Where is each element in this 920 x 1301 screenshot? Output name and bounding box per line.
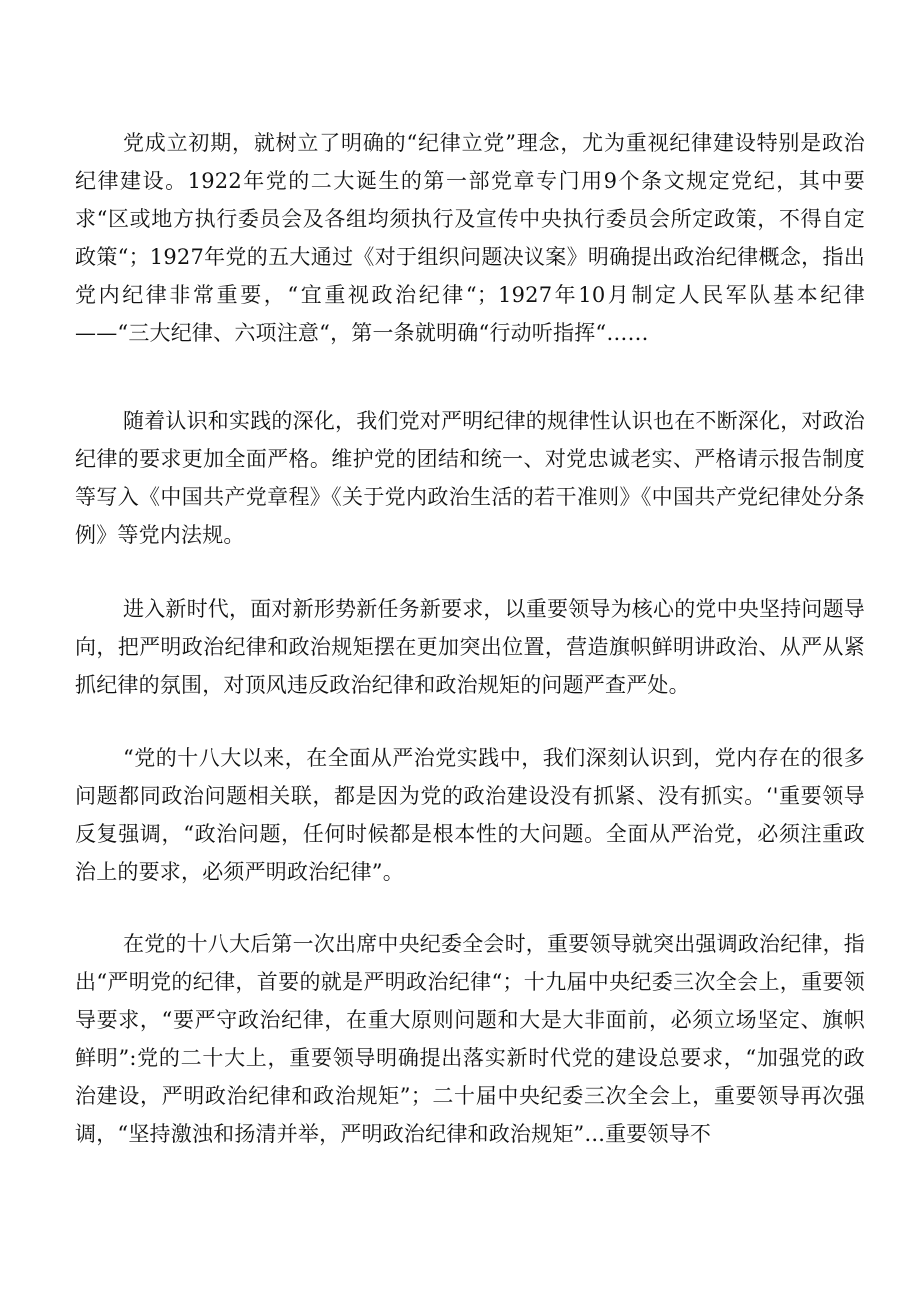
paragraph-political-discipline-emphasis: 在党的十八大后第一次出席中央纪委全会时，重要领导就突出强调政治纪律，指出“严明党的纪律，首要的就是严明政治纪律“；十九届中央纪委三次全会上，重要领导要求，“要严守政治纪律，在重大原则问题和大是大非面前，必须立场坚定、旗帜鲜明”:党的二十大上，重要领导明确提出落实新时代党的建设总要求，“加强党的政治建设，严明政治纪律和政治规矩”；二十届中央纪委三次全会上，重要领导再次强调，“坚持激浊和扬清并举，严明政治纪律和政治规矩”...重要领导不 [75,932,865,1146]
paragraph-new-era: 进入新时代，面对新形势新任务新要求，以重要领导为核心的党中央坚持问题导向，把严明政治纪律和政治规矩摆在更加突出位置，营造旗帜鲜明讲政治、从严从紧抓纪律的氛围，对顶风违反政治纪律和政治规矩的问题严查严处。 [75,597,865,697]
paragraph-deepening-understanding: 随着认识和实践的深化，我们党对严明纪律的规律性认识也在不断深化，对政治纪律的要求更加全面严格。维护党的团结和统一、对党忠诚老实、严格请示报告制度等写入《中国共产党章程》《关于党内政治生活的若干准则》《中国共产党纪律处分条例》等党内法规。 [75,409,865,547]
paragraph-eighteenth-congress-quote: “党的十八大以来，在全面从严治党实践中，我们深刻认识到，党内存在的很多问题都同政治问题相关联，都是因为党的政治建设没有抓紧、没有抓实。‘'重要领导反复强调，“政治问题，任何时候都是根本性的大问题。全面从严治党，必须注重政治上的要求，必须严明政治纪律”。 [75,746,865,884]
paragraph-party-founding-discipline: 党成立初期，就树立了明确的“纪律立党”理念，尤为重视纪律建设特别是政治纪律建设。1922年党的二大诞生的第一部党章专门用9个条文规定党纪，其中要求“区或地方执行委员会及各组均须执行及宣传中央执行委员会所定政策，不得自定政策“；1927年党的五大通过《对于组织问题决议案》明确提出政治纪律概念，指出党内纪律非常重要，“宜重视政治纪律“；1927年10月制定人民军队基本纪律——“三大纪律、六项注意“，第一条就明确“行动听指挥“…… [75,131,865,345]
